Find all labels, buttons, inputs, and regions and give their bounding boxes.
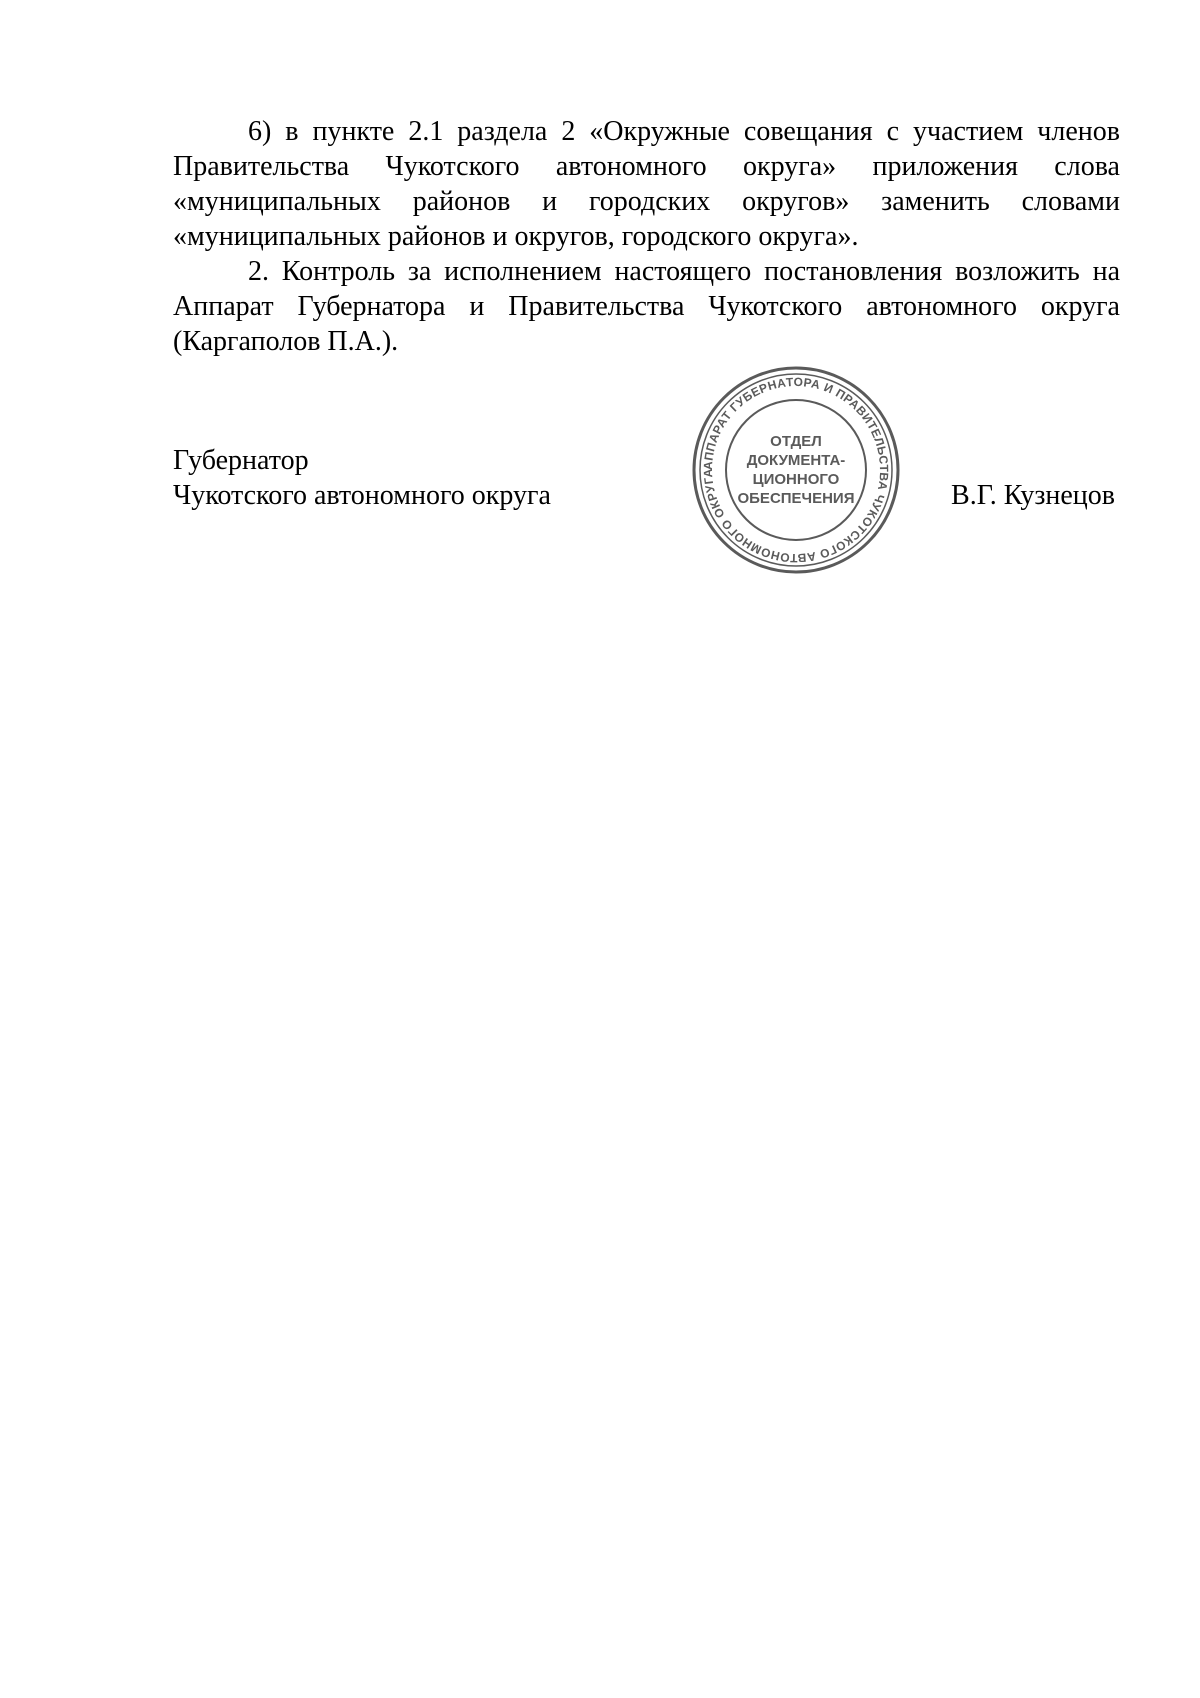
paragraph-item-2-control: 2. Контроль за исполнением настоящего постановления возложить на Аппарат Губернатора и Правительства Чукотского автономного округа (Каргаполов П.А.).: [173, 256, 1120, 357]
stamp-center-line-4: ОБЕСПЕЧЕНИЯ: [737, 490, 855, 507]
signatory-name: В.Г. Кузнецов: [951, 480, 1115, 511]
stamp-ring-text: АППАРАТ ГУБЕРНАТОРА И ПРАВИТЕЛЬСТВА ЧУКОТСКОГО АВТОНОМНОГО ОКРУГА: [700, 374, 892, 566]
signatory-position-line-1: Губернатор: [173, 445, 309, 476]
paragraph-item-6: 6) в пункте 2.1 раздела 2 «Окружные совещания с участием членов Правительства Чукотского автономного округа» приложения слова «муниципальных районов и городских округов» заменить словами «муниципальных районов и округов, городского округа».: [173, 116, 1120, 252]
svg-text:АППАРАТ ГУБЕРНАТОРА И ПРАВИТЕЛ: [701, 375, 891, 565]
signatory-position-line-2: Чукотского автономного округа: [173, 480, 551, 511]
stamp-center-line-3: ЦИОННОГО: [752, 471, 840, 488]
stamp-center-line-1: ОТДЕЛ: [770, 433, 822, 450]
official-stamp: [690, 364, 902, 576]
signatory-position: [173, 443, 551, 513]
stamp-seal-icon: [690, 364, 902, 576]
document-body: [173, 114, 1120, 359]
stamp-center-line-2: ДОКУМЕНТА-: [746, 452, 846, 469]
signature-block: [173, 443, 1120, 523]
